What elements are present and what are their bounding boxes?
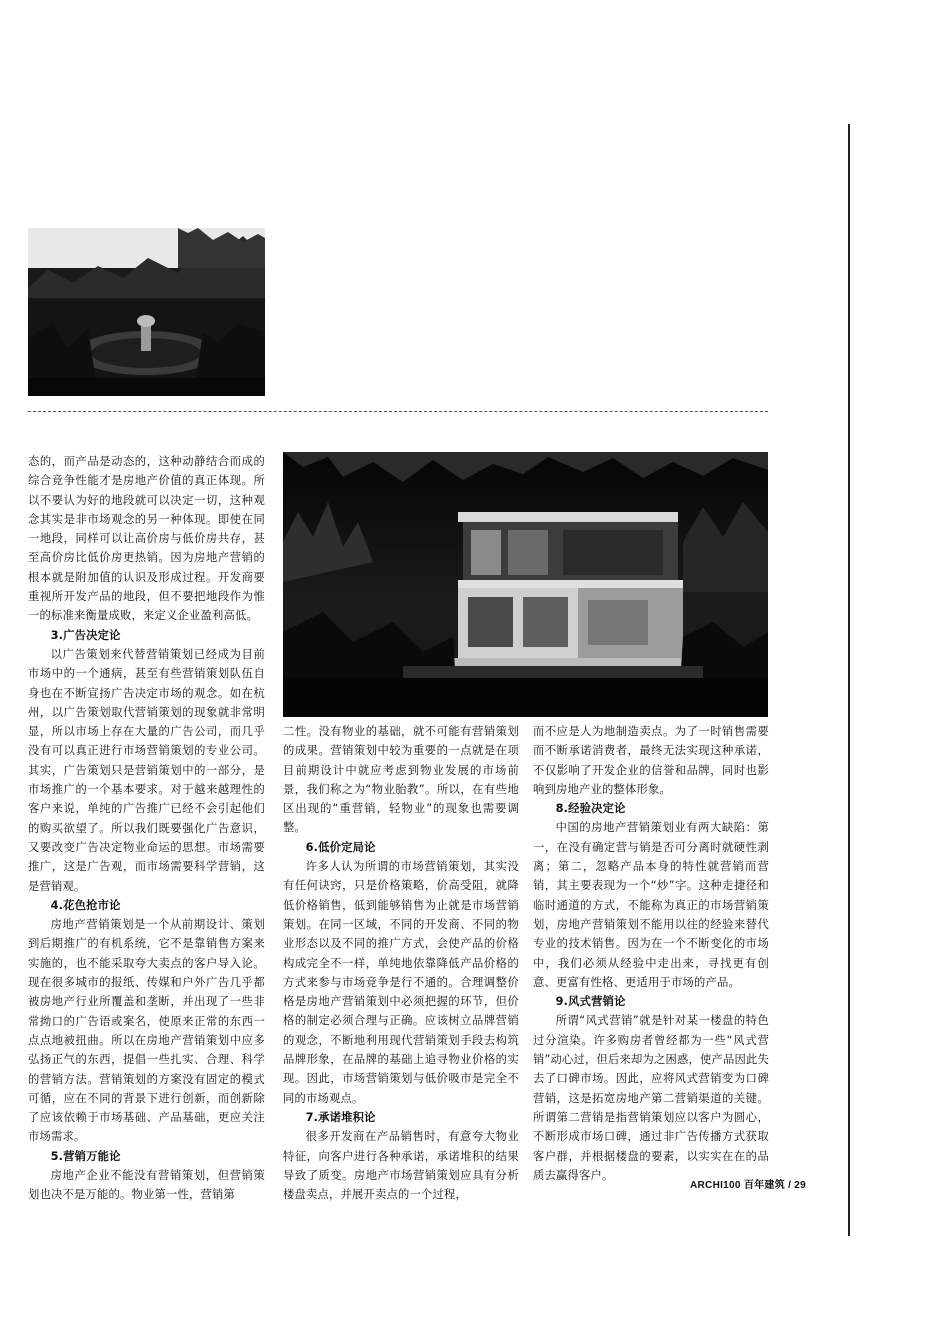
modern-house-photo	[283, 452, 768, 717]
courtyard-photo	[28, 228, 265, 396]
paragraph: 很多开发商在产品销售时，有意夸大物业特征，向客户进行各种承诺，承诺堆积的结果导致了质变。房地产市场营销策划应具有分析楼盘卖点，并展开卖点的一个过程，	[283, 1130, 519, 1202]
dashed-divider	[28, 411, 768, 412]
text-column-2	[283, 722, 519, 1204]
section-heading-5: 5.营销万能论	[50, 1149, 121, 1163]
section-heading-8: 8.经验决定论	[555, 802, 626, 816]
text-column-1	[28, 452, 265, 1205]
section-heading-3: 3.广告决定论	[50, 628, 121, 642]
text-column-3	[533, 722, 769, 1185]
paragraph-continued: 态的，而产品是动态的，这种动静结合而成的综合竞争性能才是房地产价值的真正体现。所以不要认为好的地段就可以决定一切，这种观念其实是非市场观念的另一种体现。即使在同一地段，同样可以让高价房与低价房共存，甚至高价房比低价房更热销。因为房地产营销的根本就是附加值的认识及形成过程。开发商要重视所开发产品的地段，但不要把地段作为惟一的标准来衡量成败，来定义企业盈利高低。	[28, 455, 265, 623]
paragraph: 中国的房地产营销策划业有两大缺陷：第一，在没有确定营与销是否可分离时就硬性剥离；第二，忽略产品本身的特性就营销而营销，其主要表现为一个“炒”字。这种走捷径和临时通道的方式，不能称为真正的市场营销策划，房地产营销策划不能用以往的经验来替代专业的技术销售。因为在一个不断变化的市场中，我们必须从经验中走出来，寻找更有创意、更富有性格、更适用于市场的产品。	[533, 821, 769, 989]
section-heading-6: 6.低价定局论	[305, 840, 376, 854]
paragraph: 许多人认为所谓的市场营销策划，其实没有任何诀窍，只是价格策略，价高受阻，就降低价格销售，低到能够销售为止就是市场营销策划。在同一区域，不同的开发商、不同的物业形态以及不同的推广方式，会使产品的价格构成完全不一样，单纯地依靠降低产品价格的方式来参与市场竞争是行不通的。合理调整价格是房地产营销策划中必须把握的环节，但价格的制定必须合理与正确。应该树立品牌营销的观念，不断地利用现代营销策划手段去构筑品牌形象，在品牌的基础上追寻物业价格的实现。因此，市场营销策划与低价吸市是完全不同的市场观点。	[283, 860, 519, 1105]
section-heading-9: 9.风式营销论	[555, 995, 626, 1009]
paragraph: 房地产企业不能没有营销策划，但营销策划也决不是万能的。物业第一性，营销第	[28, 1168, 265, 1202]
paragraph-continued: 二性。没有物业的基础，就不可能有营销策划的成果。营销策划中较为重要的一点就是在项目前期设计中就应考虑到物业发展的市场前景，我们称之为“物业胎教”。所以，在有些地区出现的“重营销，轻物业”的现象也需要调整。	[283, 725, 519, 835]
paragraph: 以广告策划来代替营销策划已经成为目前市场中的一个通病，甚至有些营销策划队伍自身也在不断宣扬广告决定市场的观念。如在杭州，以广告策划取代营销策划的现象就非常明显，所以市场上存在大量的广告公司，而几乎没有可以真正进行市场营销策划的专业公司。其实，广告策划只是营销策划中的一部分，是市场推广的一个基本要求。对于越来越理性的客户来说，单纯的广告推广已经不会引起他们的购买欲望了。所以我们既要强化广告意识，又要改变广告决定物业命运的思想。市场需要推广，这是广告观，而市场需要科学营销，这是营销观。	[28, 647, 265, 893]
section-heading-4: 4.花色抢市论	[50, 898, 121, 912]
page-folio: ARCHI100 百年建筑 / 29	[690, 1180, 806, 1191]
paragraph: 所谓“风式营销”就是针对某一楼盘的特色过分渲染。许多购房者曾经都为一些“风式营销”动心过，但后来却为之困惑，使产品因此失去了口碑市场。因此，应将风式营销变为口碑营销，这是拓宽房地产第二营销渠道的关键。所谓第二营销是指营销策划应以客户为圆心，不断形成市场口碑，通过非广告传播方式获取客户群，并根据楼盘的要素，以实实在在的品质去赢得客户。	[533, 1014, 769, 1182]
paragraph-continued: 而不应是人为地制造卖点。为了一时销售需要而不断承诺消费者，最终无法实现这种承诺，不仅影响了开发企业的信誉和品牌，同时也影响到房地产业的整体形象。	[533, 725, 769, 796]
section-heading-7: 7.承诺堆积论	[305, 1110, 376, 1124]
paragraph: 房地产营销策划是一个从前期设计、策划到后期推广的有机系统，它不是靠销售方案来实施的，也不能采取夸大卖点的客户导入论。现在很多城市的报纸、传媒和户外广告几乎都被房地产行业所覆盖和垄断，并出现了一些非常拗口的广告语或案名，使原来正常的东西一点点地被扭曲。所以在房地产营销策划中应多弘扬正气的东西，提倡一些扎实、合理、科学的营销方法。营销策划的方案没有固定的模式可循，应在不同的背景下进行创新，而创新除了应该依赖于市场基础、产品基础，更应关注市场需求。	[28, 918, 265, 1144]
right-margin-rule	[848, 124, 850, 1236]
